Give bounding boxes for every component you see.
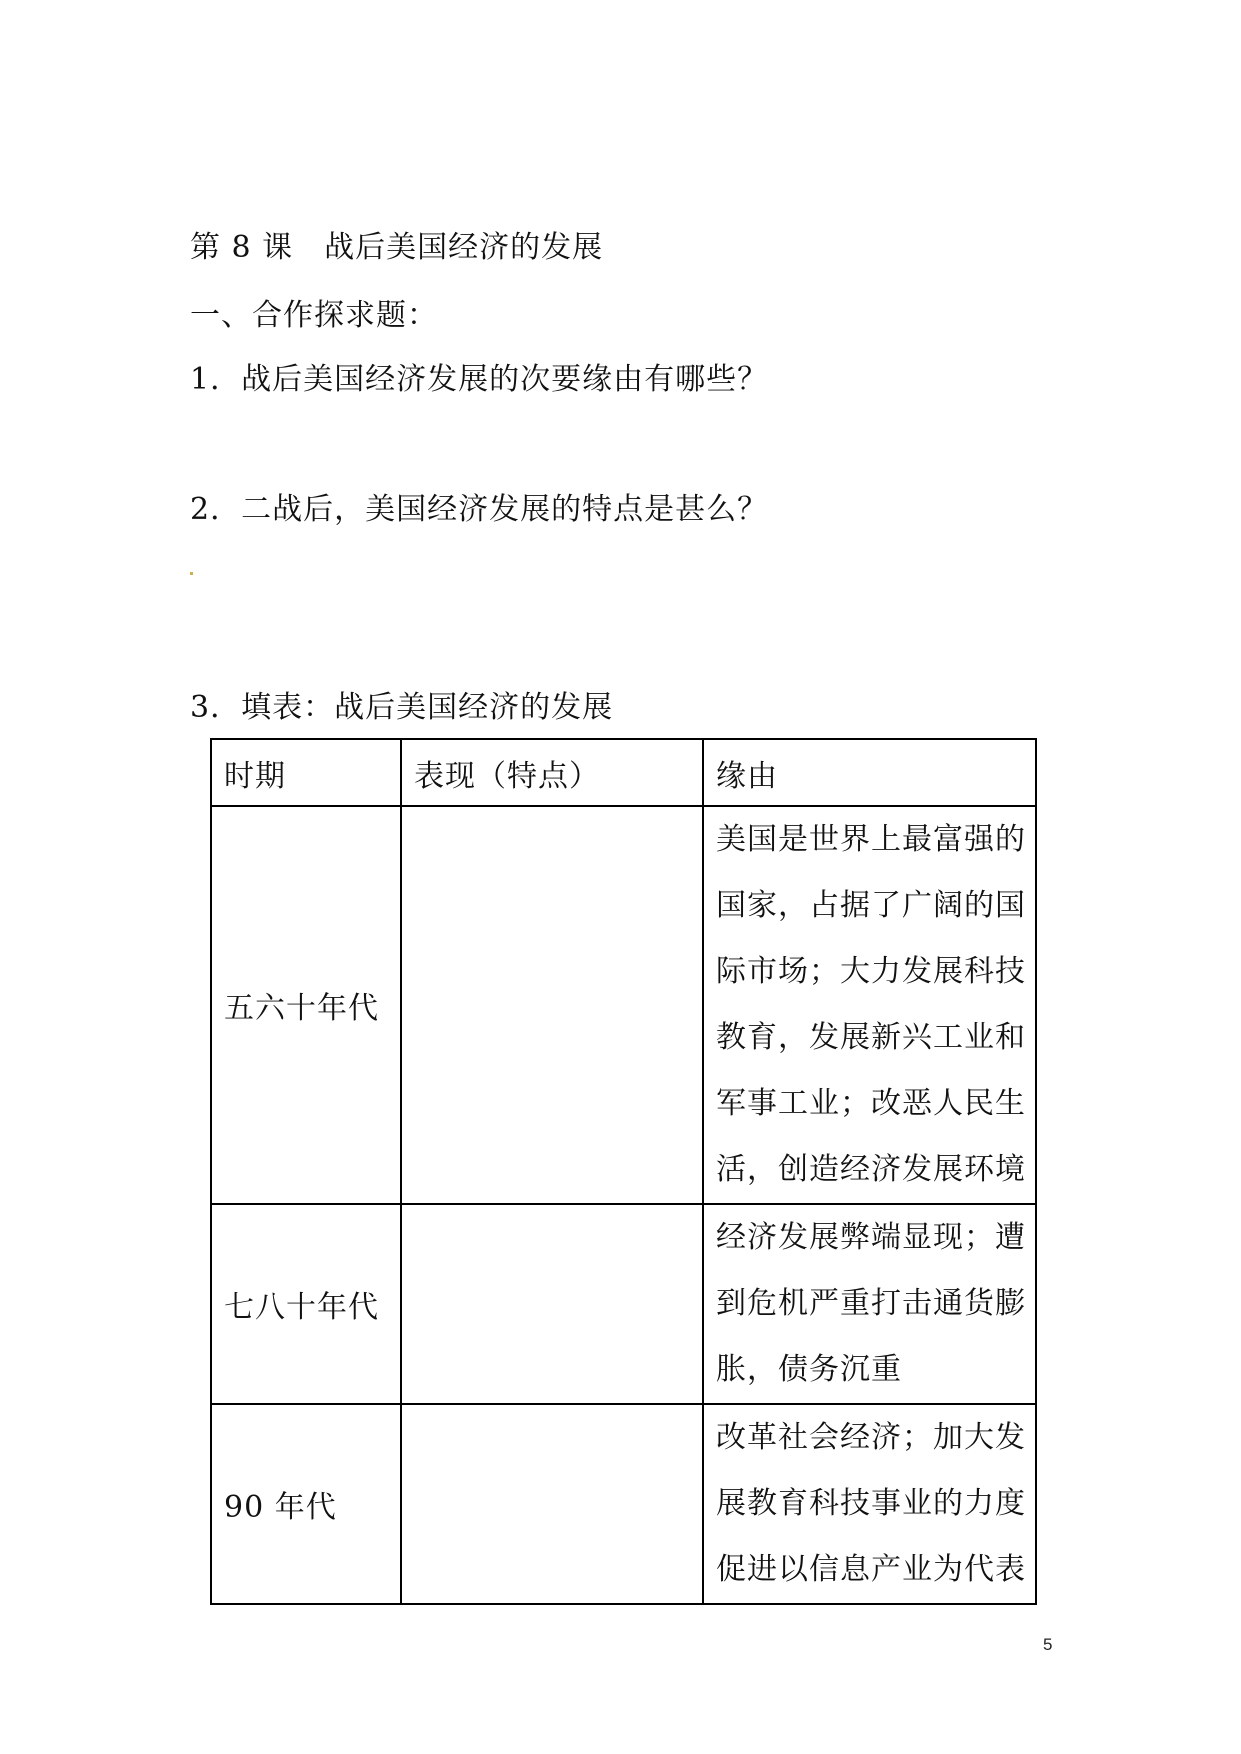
reason-line: 际市场；大力发展科技 [716,954,1026,989]
scan-speck [190,572,193,575]
page-number: 5 [1043,1635,1053,1654]
period-cell: 五六十年代 [211,806,401,1204]
reason-line: 军事工业；改恶人民生 [716,1086,1026,1121]
header-period: 时期 [211,739,401,806]
reason-line: 胀，债务沉重 [716,1352,902,1387]
period-cell: 七八十年代 [211,1204,401,1404]
header-reason: 缘由 [703,739,1036,806]
reason-cell [703,1404,1036,1604]
table-header-row [211,739,1036,806]
reason-line: 美国是世界上最富强的 [716,822,1026,857]
table-row [211,1404,1036,1604]
section-heading: 一、合作探求题： [190,298,438,333]
reason-cell [703,806,1036,1204]
question-3: 3．填表：战后美国经济的发展 [190,690,614,725]
reason-line: 国家，占据了广阔的国 [716,888,1026,923]
header-feature: 表现（特点） [401,739,703,806]
period-cell: 90 年代 [211,1404,401,1604]
question-1: 1．战后美国经济发展的次要缘由有哪些？ [190,362,769,397]
feature-cell [401,806,703,1204]
reason-line: 改革社会经济；加大发 [716,1420,1026,1455]
reason-line: 经济发展弊端显现；遭 [716,1220,1026,1255]
reason-cell [703,1204,1036,1404]
feature-cell [401,1204,703,1404]
table-row [211,806,1036,1204]
lesson-title: 第 8 课 战后美国经济的发展 [190,230,604,265]
question-2: 2．二战后，美国经济发展的特点是甚么？ [190,492,769,527]
reason-line: 教育，发展新兴工业和 [716,1020,1026,1055]
reason-line: 活，创造经济发展环境 [716,1152,1026,1187]
reason-line: 促进以信息产业为代表 [716,1552,1026,1587]
feature-cell [401,1404,703,1604]
development-table [210,738,1037,1605]
reason-line: 到危机严重打击通货膨 [716,1286,1026,1321]
reason-line: 展教育科技事业的力度 [716,1486,1026,1521]
table-row [211,1204,1036,1404]
